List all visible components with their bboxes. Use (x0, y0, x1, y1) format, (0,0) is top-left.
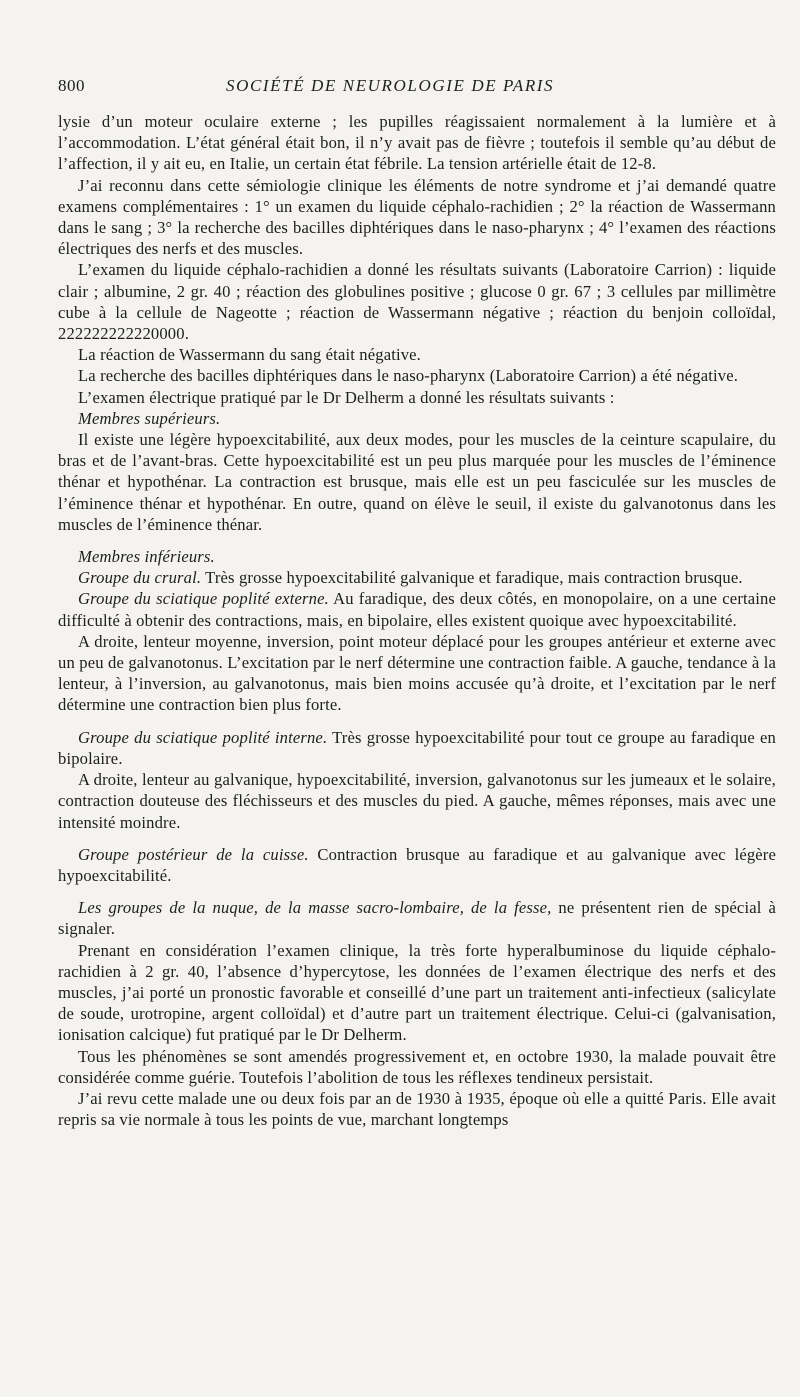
paragraph-lead: Groupe du sciatique poplité interne. (78, 727, 328, 747)
paragraph-text: Au faradique, des deux côtés, en monopolaire, on a une certaine difficulté à obtenir des contractions, mais, en bipolaire, elles existent quoique avec hypoexcitabilité. (58, 589, 776, 630)
paragraph-text: Très grosse hypoexcitabilité pour tout ce groupe au faradique en bipolaire. (58, 727, 776, 768)
paragraph: L’examen électrique pratiqué par le Dr Delherm a donné les résultats suivants : (78, 387, 615, 407)
paragraph-text: Contraction brusque au faradique et au galvanique avec légère hypoexcitabilité. (58, 844, 776, 885)
section-heading: Membres inférieurs. (78, 547, 215, 567)
paragraph: J’ai revu cette malade une ou deux fois par an de 1930 à 1935, époque où elle a quitté Paris. Elle avait repris sa vie normale à tous les points de vue, marchant longtemps (58, 1088, 776, 1130)
paragraph: L’examen du liquide céphalo-rachidien a donné les résultats suivants (Laboratoire Carrion) : liquide clair ; albumine, 2 gr. 40 ; réaction des globulines positive ; glucose 0 gr. 67 ; 3 cellules par millimètre cube à la cellule de Nageotte ; réaction de Wassermann négative ; réaction du benjoin colloïdal, 222222222220000. (58, 260, 776, 344)
article-body (58, 111, 776, 1130)
paragraph (58, 844, 776, 886)
paragraph: A droite, lenteur au galvanique, hypoexcitabilité, inversion, galvanotonus sur les jumeaux et le solaire, contraction douteuse des fléchisseurs et des muscles du pied. A gauche, mêmes réponses, mais avec une intensité moindre. (58, 770, 776, 832)
paragraph: La réaction de Wassermann du sang était négative. (78, 345, 421, 365)
paragraph: Prenant en considération l’examen clinique, la très forte hyperalbuminose du liquide céphalo-rachidien à 2 gr. 40, l’absence d’hypercytose, les données de l’examen électrique des nerfs et des muscles, j’ai porté un pronostic favorable et conseillé d’une part un traitement anti-infectieux (salicylate de soude, urotropine, argent colloïdal) et d’autre part un traitement électrique. Celui-ci (galvanisation, ionisation calcique) fut pratiqué par le Dr Delherm. (58, 940, 776, 1045)
paragraph-lead: Groupe du crural. (78, 568, 202, 588)
paragraph: La recherche des bacilles diphtériques dans le naso-pharynx (Laboratoire Carrion) a été négative. (78, 366, 739, 386)
paragraph-text: ne présentent rien de spécial à signaler. (58, 898, 776, 939)
paragraph-lead: Groupe du sciatique poplité externe. (78, 589, 329, 609)
paragraph (58, 588, 776, 630)
running-title: SOCIÉTÉ DE NEUROLOGIE DE PARIS (226, 76, 555, 95)
paragraph (58, 897, 776, 939)
paragraph: Il existe une légère hypoexcitabilité, aux deux modes, pour les muscles de la ceinture scapulaire, du bras et de l’avant-bras. Cette hypoexcitabilité est un peu plus marquée pour les muscles de l’éminence thénar et hypothénar. La contraction est brusque, mais elle est un peu fasciculée sur les muscles de l’éminence thénar et hypothénar. En outre, quand on élève le seuil, il existe du galvanotonus dans les muscles de l’éminence thénar. (58, 430, 776, 534)
paragraph: Tous les phénomènes se sont amendés progressivement et, en octobre 1930, la malade pouvait être considérée comme guérie. Toutefois l’abolition de tous les réflexes tendineux persistait. (58, 1046, 776, 1087)
page-number: 800 (58, 76, 85, 95)
paragraph: A droite, lenteur moyenne, inversion, point moteur déplacé pour les groupes antérieur et externe avec un peu de galvanotonus. L’excitation par le nerf détermine une contraction faible. A gauche, tendance à la lenteur, à l’inversion, au galvanotonus, mais bien moins accusée qu’à droite, et l’excitation par le nerf détermine une contraction bien plus forte. (58, 631, 776, 715)
paragraph (58, 567, 776, 588)
paragraph: lysie d’un moteur oculaire externe ; les pupilles réagissaient normalement à la lumière et à l’accommodation. L’état général était bon, il n’y avait pas de fièvre ; toutefois il semble qu’au début de l’affection, il y ait eu, en Italie, un certain état fébrile. La tension artérielle était de 12-8. (58, 112, 776, 174)
paragraph: J’ai reconnu dans cette sémiologie clinique les éléments de notre syndrome et j’ai demandé quatre examens complémentaires : 1° un examen du liquide céphalo-rachidien ; 2° la réaction de Wassermann dans le sang ; 3° la recherche des bacilles diphtériques dans le naso-pharynx ; 4° l’examen des réactions électriques des nerfs et des muscles. (58, 175, 776, 259)
paragraph-lead: Groupe postérieur de la cuisse. (78, 844, 309, 864)
paragraph-lead: Les groupes de la nuque, de la masse sacro-lombaire, de la fesse, (78, 898, 552, 918)
paragraph-text: Très grosse hypoexcitabilité galvanique et faradique, mais contraction brusque. (201, 568, 743, 588)
page-header (58, 76, 758, 98)
paragraph (58, 727, 776, 769)
section-heading: Membres supérieurs. (78, 408, 221, 428)
